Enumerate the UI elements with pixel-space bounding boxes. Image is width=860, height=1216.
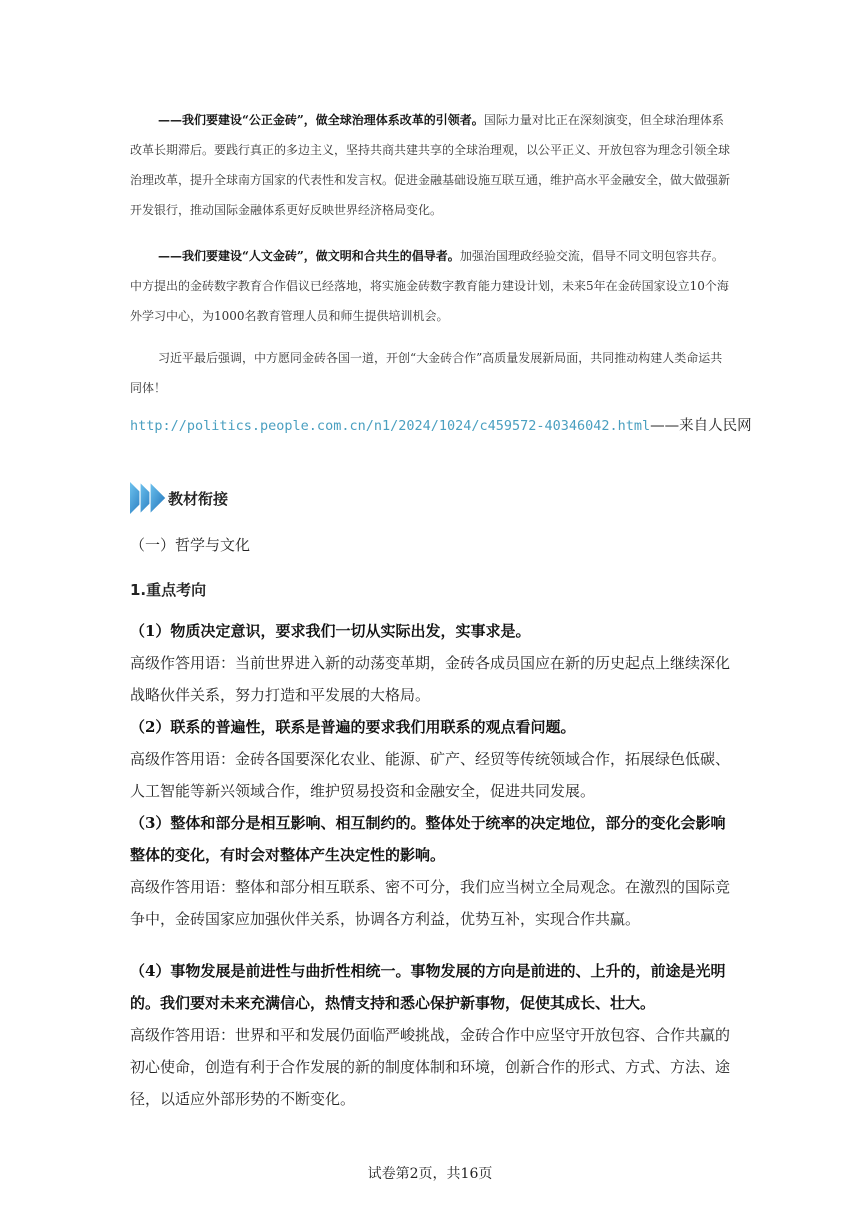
point-heading-text: （2）联系的普遍性，联系是普遍的要求我们用联系的观点看问题。 xyxy=(130,718,576,736)
point-4 xyxy=(130,955,730,1115)
paragraph-cultural-brics xyxy=(130,241,730,331)
double-arrow-icon xyxy=(130,480,170,516)
paragraph-closing xyxy=(130,343,730,403)
source-url-link[interactable]: http://politics.people.com.cn/n1/2024/1024/c459572-40346042.html xyxy=(130,418,651,434)
point-heading: 1.重点考向 xyxy=(130,581,207,599)
paragraph-body: 国际力量对比正在深刻演变，但全球治理体系改革长期滞后。要践行真正的多边主义，坚持共商共建共享的全球治理观，以公平正义、开放包容为理念引领全球治理改革，提升全球南方国家的代表性和发言权。促进金融基础设施互联互通，维护高水平金融安全，做大做强新开发银行，推动国际金融体系更好反映世界经济格局变化。 xyxy=(130,113,731,217)
source-line xyxy=(130,414,752,435)
point-heading-text: （1）物质决定意识，要求我们一切从实际出发，实事求是。 xyxy=(130,622,531,640)
paragraph-body: 加强治国理政经验交流，倡导不同文明包容共存。中方提出的金砖数字教育合作倡议已经落地，将实施金砖数字教育能力建设计划，未来5年在金砖国家设立10个海外学习中心，为1000名教育管理人员和师生提供培训机会。 xyxy=(130,249,729,323)
section-title: 教材衔接 xyxy=(168,489,229,508)
point-heading-text: （4）事物发展是前进性与曲折性相统一。事物发展的方向是前进的、上升的，前途是光明的。我们要对未来充满信心，热情支持和悉心保护新事物，促使其成长、壮大。 xyxy=(130,962,726,1012)
section-header xyxy=(130,478,228,518)
point-3 xyxy=(130,807,730,935)
subsection-title: （一）哲学与文化 xyxy=(130,536,251,554)
point-2 xyxy=(130,711,730,807)
point-answer: 高级作答用语：当前世界进入新的动荡变革期，金砖各成员国应在新的历史起点上继续深化战略伙伴关系，努力打造和平发展的大格局。 xyxy=(130,654,731,704)
paragraph-body: 习近平最后强调，中方愿同金砖各国一道，开创“大金砖合作”高质量发展新局面，共同推动构建人类命运共同体！ xyxy=(130,351,723,395)
source-suffix: ——来自人民网 xyxy=(650,418,752,434)
paragraph-lead: ——我们要建设“人文金砖”，做文明和合共生的倡导者。 xyxy=(158,249,460,263)
page-footer: 试卷第2页，共16页 xyxy=(367,1166,493,1182)
point-heading-text: （3）整体和部分是相互影响、相互制约的。整体处于统率的决定地位，部分的变化会影响整体的变化，有时会对整体产生决定性的影响。 xyxy=(130,814,726,864)
point-answer: 高级作答用语：金砖各国要深化农业、能源、矿产、经贸等传统领域合作，拓展绿色低碳、人工智能等新兴领域合作，维护贸易投资和金融安全，促进共同发展。 xyxy=(130,750,731,800)
point-1 xyxy=(130,615,730,711)
point-answer: 高级作答用语：整体和部分相互联系、密不可分，我们应当树立全局观念。在激烈的国际竞争中，金砖国家应加强伙伴关系，协调各方利益，优势互补，实现合作共赢。 xyxy=(130,878,731,928)
point-answer: 高级作答用语：世界和平和发展仍面临严峻挑战，金砖合作中应坚守开放包容、合作共赢的初心使命，创造有利于合作发展的新的制度体制和环境，创新合作的形式、方式、方法、途径，以适应外部形势的不断变化。 xyxy=(130,1026,731,1108)
paragraph-lead: ——我们要建设“公正金砖”，做全球治理体系改革的引领者。 xyxy=(158,113,484,127)
paragraph-fair-brics xyxy=(130,105,730,225)
